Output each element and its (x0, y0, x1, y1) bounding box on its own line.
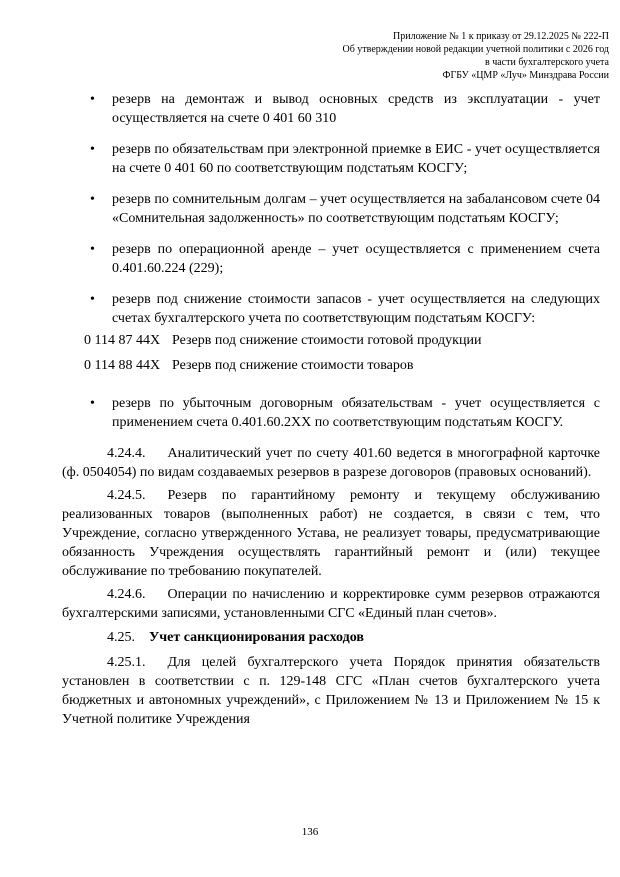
page-footer (0, 825, 620, 839)
bullet-icon: • (90, 142, 95, 157)
page-number: 136 (301, 826, 319, 838)
paragraph-number: 4.25.1. (107, 655, 146, 670)
header-line: Об утверждении новой редакции учетной политики с 2026 год (342, 44, 609, 55)
paragraph-number: 4.24.4. (107, 446, 146, 461)
bullet-icon: • (90, 396, 95, 411)
paragraph-text: Для целей бухгалтерского учета Порядок принятия обязательств установлен в соответствии с п. 129-148 СГС «План счетов бухгалтерского учета бюджетных и автономных учреждений», с Приложением № 13 и Приложением № 15 к Учетной политике Учреждения (62, 655, 600, 727)
list-item (62, 394, 600, 432)
list-item (62, 240, 600, 278)
bullet-text: резерв на демонтаж и вывод основных средств из эксплуатации - учет осуществляется на счете 0 401 60 310 (112, 92, 600, 126)
paragraph (62, 444, 600, 482)
paragraph (62, 653, 600, 729)
paragraph-number: 4.24.5. (107, 488, 146, 503)
section-title: Учет санкционирования расходов (149, 630, 364, 645)
list-item (62, 90, 600, 128)
list-item (62, 140, 600, 178)
account-label: Резерв под снижение стоимости готовой продукции (172, 333, 482, 348)
bullet-text: резерв по операционной аренде – учет осуществляется с применением счета 0.401.60.224 (229); (112, 242, 600, 276)
bullet-text: резерв по сомнительным долгам – учет осуществляется на забалансовом счете 04 «Сомнительная задолженность» по соответствующим подстатьям КОСГУ; (112, 192, 600, 226)
list-item (62, 290, 600, 328)
section-number: 4.25. (107, 630, 135, 645)
list-item (62, 190, 600, 228)
document-body (62, 90, 600, 729)
bullet-icon: • (90, 92, 95, 107)
document-header (160, 30, 609, 82)
paragraph-number: 4.24.6. (107, 587, 146, 602)
account-code: 0 114 88 44Х (84, 358, 161, 373)
bullet-text: резерв под снижение стоимости запасов - учет осуществляется на следующих счетах бухгалтерского учета по соответствующим подстатьям КОСГУ: (112, 292, 600, 326)
bullet-text: резерв по обязательствам при электронной приемке в ЕИС - учет осуществляется на счете 0 401 60 по соответствующим подстатьям КОСГУ; (112, 142, 600, 176)
account-row (84, 356, 600, 375)
header-line: Приложение № 1 к приказу от 29.12.2025 № 222-П (393, 31, 609, 42)
bullet-text: резерв по убыточным договорным обязательствам - учет осуществляется с применением счета 0.401.60.2ХХ по соответствующим подстатьям КОСГУ. (112, 396, 600, 430)
paragraph (62, 585, 600, 623)
section-heading (62, 628, 600, 647)
header-line: в части бухгалтерского учета (484, 57, 609, 68)
account-code: 0 114 87 44Х (84, 333, 161, 348)
paragraph-text: Операции по начислению и корректировке сумм резервов отражаются бухгалтерскими записями, установленными СГС «Единый план счетов». (62, 587, 600, 621)
bullet-icon: • (90, 192, 95, 207)
paragraph-text: Резерв по гарантийному ремонту и текущему обслуживанию реализованных товаров (выполненных работ) не создается, в связи с тем, что Учреждение, согласно утвержденного Устава, не реализует товары, предусматривающие обязанность Учреждения осуществлять гарантийный ремонт и (или) текущее обслуживание по требованию покупателей. (62, 488, 600, 579)
account-label: Резерв под снижение стоимости товаров (172, 358, 414, 373)
account-row (84, 331, 600, 350)
header-line: ФГБУ «ЦМР «Луч» Минздрава России (442, 70, 609, 81)
bullet-icon: • (90, 292, 95, 307)
bullet-icon: • (90, 242, 95, 257)
paragraph (62, 486, 600, 581)
paragraph-text: Аналитический учет по счету 401.60 ведется в многографной карточке (ф. 0504054) по видам создаваемых резервов в разрезе договоров (правовых оснований). (62, 446, 600, 480)
